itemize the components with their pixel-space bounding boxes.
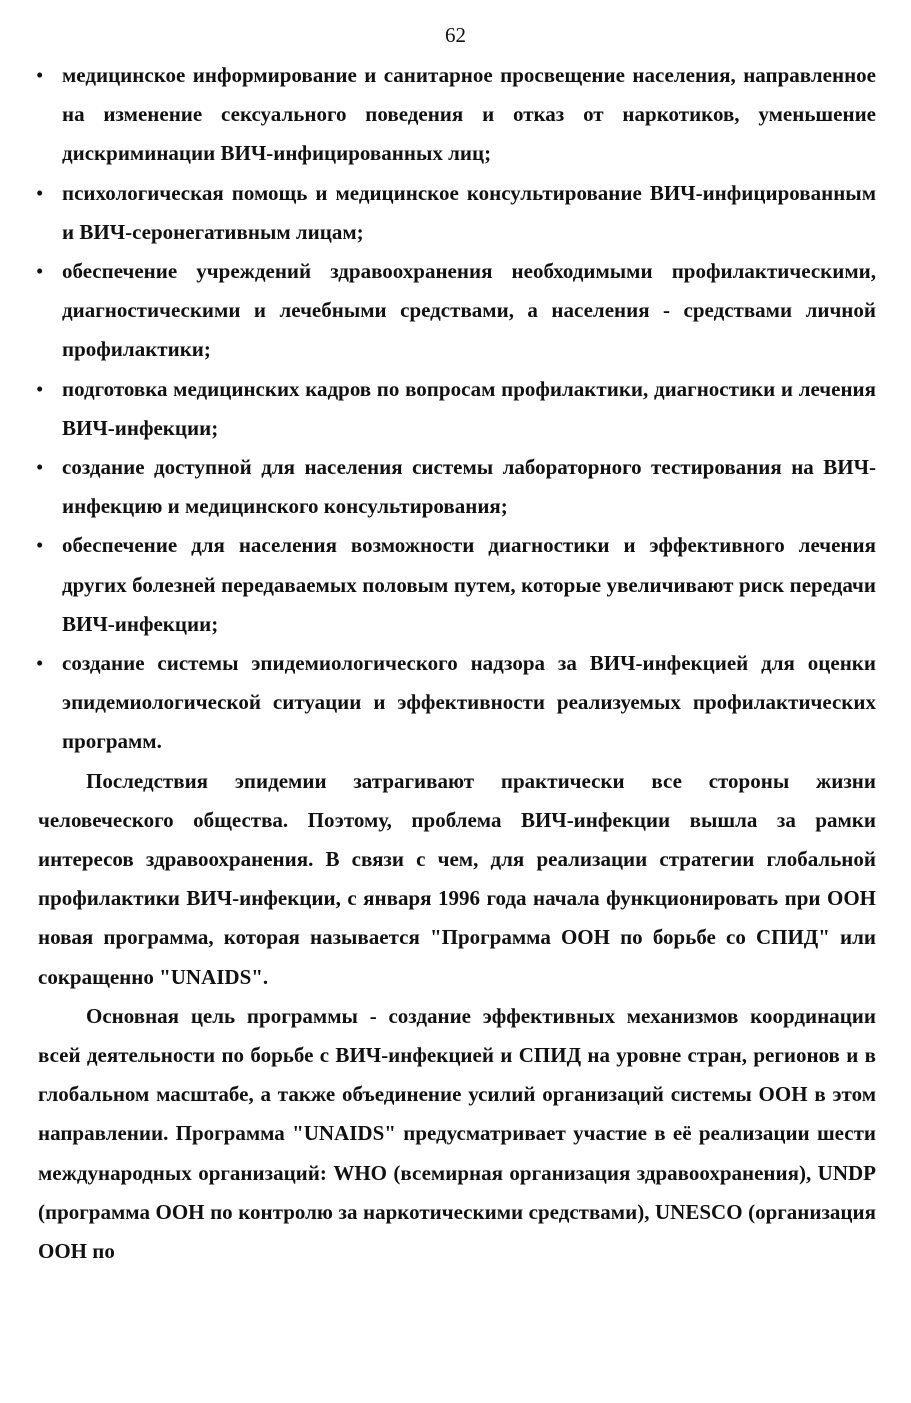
list-item-text: создание доступной для населения системы лабораторного тестирования на ВИЧ-инфекцию и медицинского консультирования; (62, 455, 876, 519)
list-item (38, 252, 876, 370)
list-item (38, 526, 876, 644)
list-item-text: подготовка медицинских кадров по вопросам профилактики, диагностики и лечения ВИЧ-инфекции; (62, 376, 876, 440)
page-number: 62 (445, 23, 466, 47)
list-item-text: обеспечение для населения возможности диагностики и эффективного лечения других болезней передаваемых половым путем, которые увеличивают риск передачи ВИЧ-инфекции; (62, 533, 876, 636)
paragraph-consequences: Последствия эпидемии затрагивают практически все стороны жизни человеческого общества. Поэтому, проблема ВИЧ-инфекции вышла за рамки интересов здравоохранения. В связи с чем, для реализации стратегии глобальной профилактики ВИЧ-инфекции, с января 1996 года начала функционировать при ООН новая программа, которая называется "Программа ООН по борьбе со СПИД" или сокращенно "UNAIDS". (38, 768, 876, 989)
bullet-icon: • (36, 376, 44, 401)
page-body (38, 56, 876, 1271)
list-item (38, 56, 876, 174)
list-item (38, 174, 876, 252)
list-item-text: медицинское информирование и санитарное просвещение населения, направленное на изменение сексуального поведения и отказ от наркотиков, уменьшение дискриминации ВИЧ-инфицированных лиц; (62, 63, 876, 166)
list-item-text: создание системы эпидемиологического надзора за ВИЧ-инфекцией для оценки эпидемиологической ситуации и эффективности реализуемых профилактических программ. (62, 651, 876, 754)
bullet-icon: • (36, 533, 44, 558)
paragraph-program-goal: Основная цель программы - создание эффективных механизмов координации всей деятельности по борьбе с ВИЧ-инфекцией и СПИД на уровне стран, регионов и в глобальном масштабе, а также объединение усилий организаций системы ООН в этом направлении. Программа "UNAIDS" предусматривает участие в её реализации шести международных организаций: WHO (всемирная организация здравоохранения), UNDP (программа ООН по контролю за наркотическими средствами), UNESCO (организация ООН по (38, 1003, 876, 1264)
measures-list (38, 56, 876, 762)
bullet-icon: • (36, 63, 44, 87)
list-item (38, 370, 876, 448)
list-item (38, 448, 876, 526)
list-item-text: обеспечение учреждений здравоохранения необходимыми профилактическими, диагностическими и лечебными средствами, а населения - средствами личной профилактики; (62, 259, 876, 362)
bullet-icon: • (36, 180, 44, 205)
list-item (38, 644, 876, 762)
bullet-icon: • (36, 455, 44, 480)
bullet-icon: • (36, 259, 44, 284)
list-item-text: психологическая помощь и медицинское консультирование ВИЧ-инфицированным и ВИЧ-серонегативным лицам; (62, 180, 876, 244)
bullet-icon: • (36, 651, 44, 676)
